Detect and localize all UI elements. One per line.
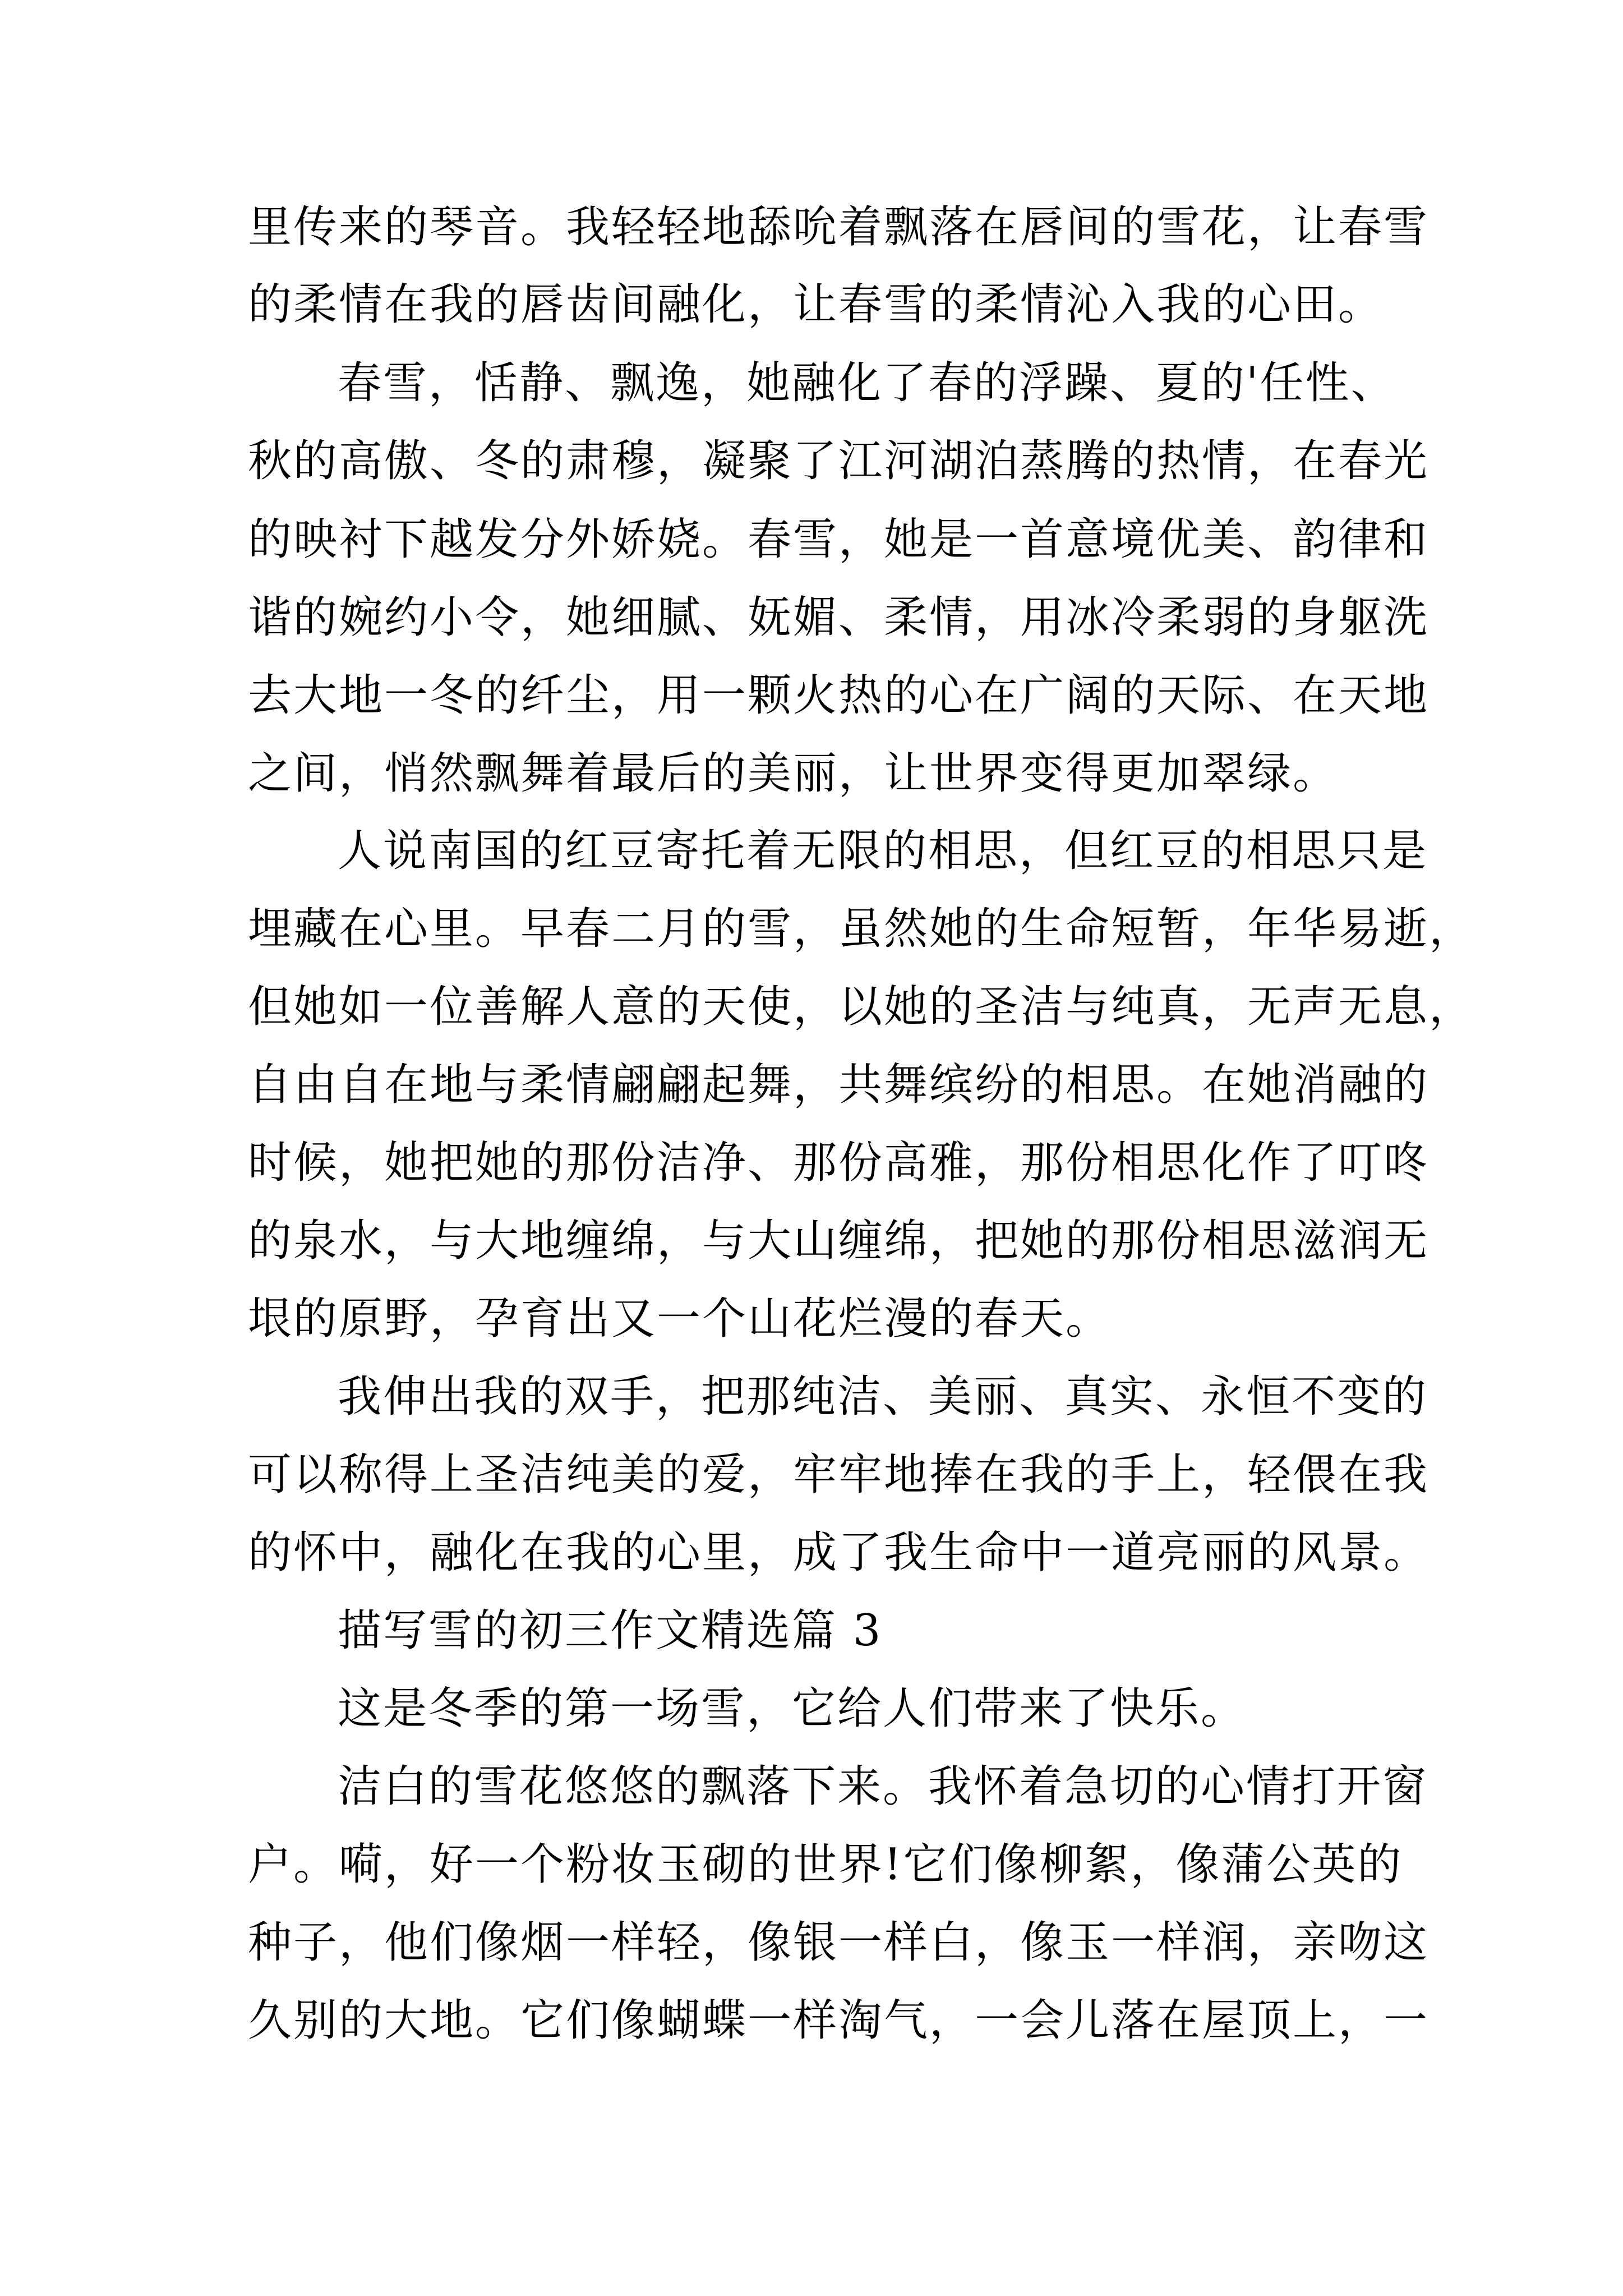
text-line: 但她如一位善解人意的天使，以她的圣洁与纯真，无声无息， xyxy=(248,982,1475,1032)
text-line: 这是冬季的第一场雪，它给人们带来了快乐。 xyxy=(338,1683,1247,1734)
text-line: 埋藏在心里。早春二月的雪，虽然她的生命短暂，年华易逝， xyxy=(248,904,1475,954)
text-line: 的映衬下越发分外娇娆。春雪，她是一首意境优美、韵律和 xyxy=(248,514,1430,565)
text-line: 春雪，恬静、飘逸，她融化了春的浮躁、夏的'任性、 xyxy=(338,358,1396,408)
text-line: 的柔情在我的唇齿间融化，让春雪的柔情沁入我的心田。 xyxy=(248,279,1384,330)
text-line: 秋的高傲、冬的肃穆，凝聚了江河湖泊蒸腾的热情，在春光 xyxy=(248,436,1430,486)
text-line: 种子，他们像烟一样轻，像银一样白，像玉一样润，亲吻这 xyxy=(248,1917,1430,1968)
section-heading: 描写雪的初三作文精选篇 3 xyxy=(338,1605,883,1656)
text-line: 的怀中，融化在我的心里，成了我生命中一道亮丽的风景。 xyxy=(248,1527,1430,1578)
text-line: 的泉水，与大地缠绵，与大山缠绵，把她的那份相思滋润无 xyxy=(248,1216,1430,1266)
text-line: 户。嗬，好一个粉妆玉砌的世界!它们像柳絮，像蒲公英的 xyxy=(248,1839,1403,1890)
text-line: 可以称得上圣洁纯美的爱，牢牢地捧在我的手上，轻偎在我 xyxy=(248,1450,1430,1500)
text-line: 垠的原野，孕育出又一个山花烂漫的春天。 xyxy=(248,1294,1112,1344)
text-line: 里传来的琴音。我轻轻地舔吮着飘落在唇间的雪花，让春雪 xyxy=(248,202,1430,252)
text-line: 去大地一冬的纤尘，用一颗火热的心在广阔的天际、在天地 xyxy=(248,670,1430,721)
text-line: 洁白的雪花悠悠的飘落下来。我怀着急切的心情打开窗 xyxy=(338,1761,1428,1812)
text-line: 久别的大地。它们像蝴蝶一样淘气，一会儿落在屋顶上，一 xyxy=(248,1995,1430,2046)
text-line: 时候，她把她的那份洁净、那份高雅，那份相思化作了叮咚 xyxy=(248,1138,1430,1188)
text-line: 之间，悄然飘舞着最后的美丽，让世界变得更加翠绿。 xyxy=(248,748,1339,799)
text-line: 谐的婉约小令，她细腻、妩媚、柔情，用冰冷柔弱的身躯洗 xyxy=(248,592,1430,643)
text-line: 人说南国的红豆寄托着无限的相思，但红豆的相思只是 xyxy=(338,826,1428,876)
text-line: 我伸出我的双手，把那纯洁、美丽、真实、永恒不变的 xyxy=(338,1372,1428,1422)
text-line: 自由自在地与柔情翩翩起舞，共舞缤纷的相思。在她消融的 xyxy=(248,1060,1430,1110)
